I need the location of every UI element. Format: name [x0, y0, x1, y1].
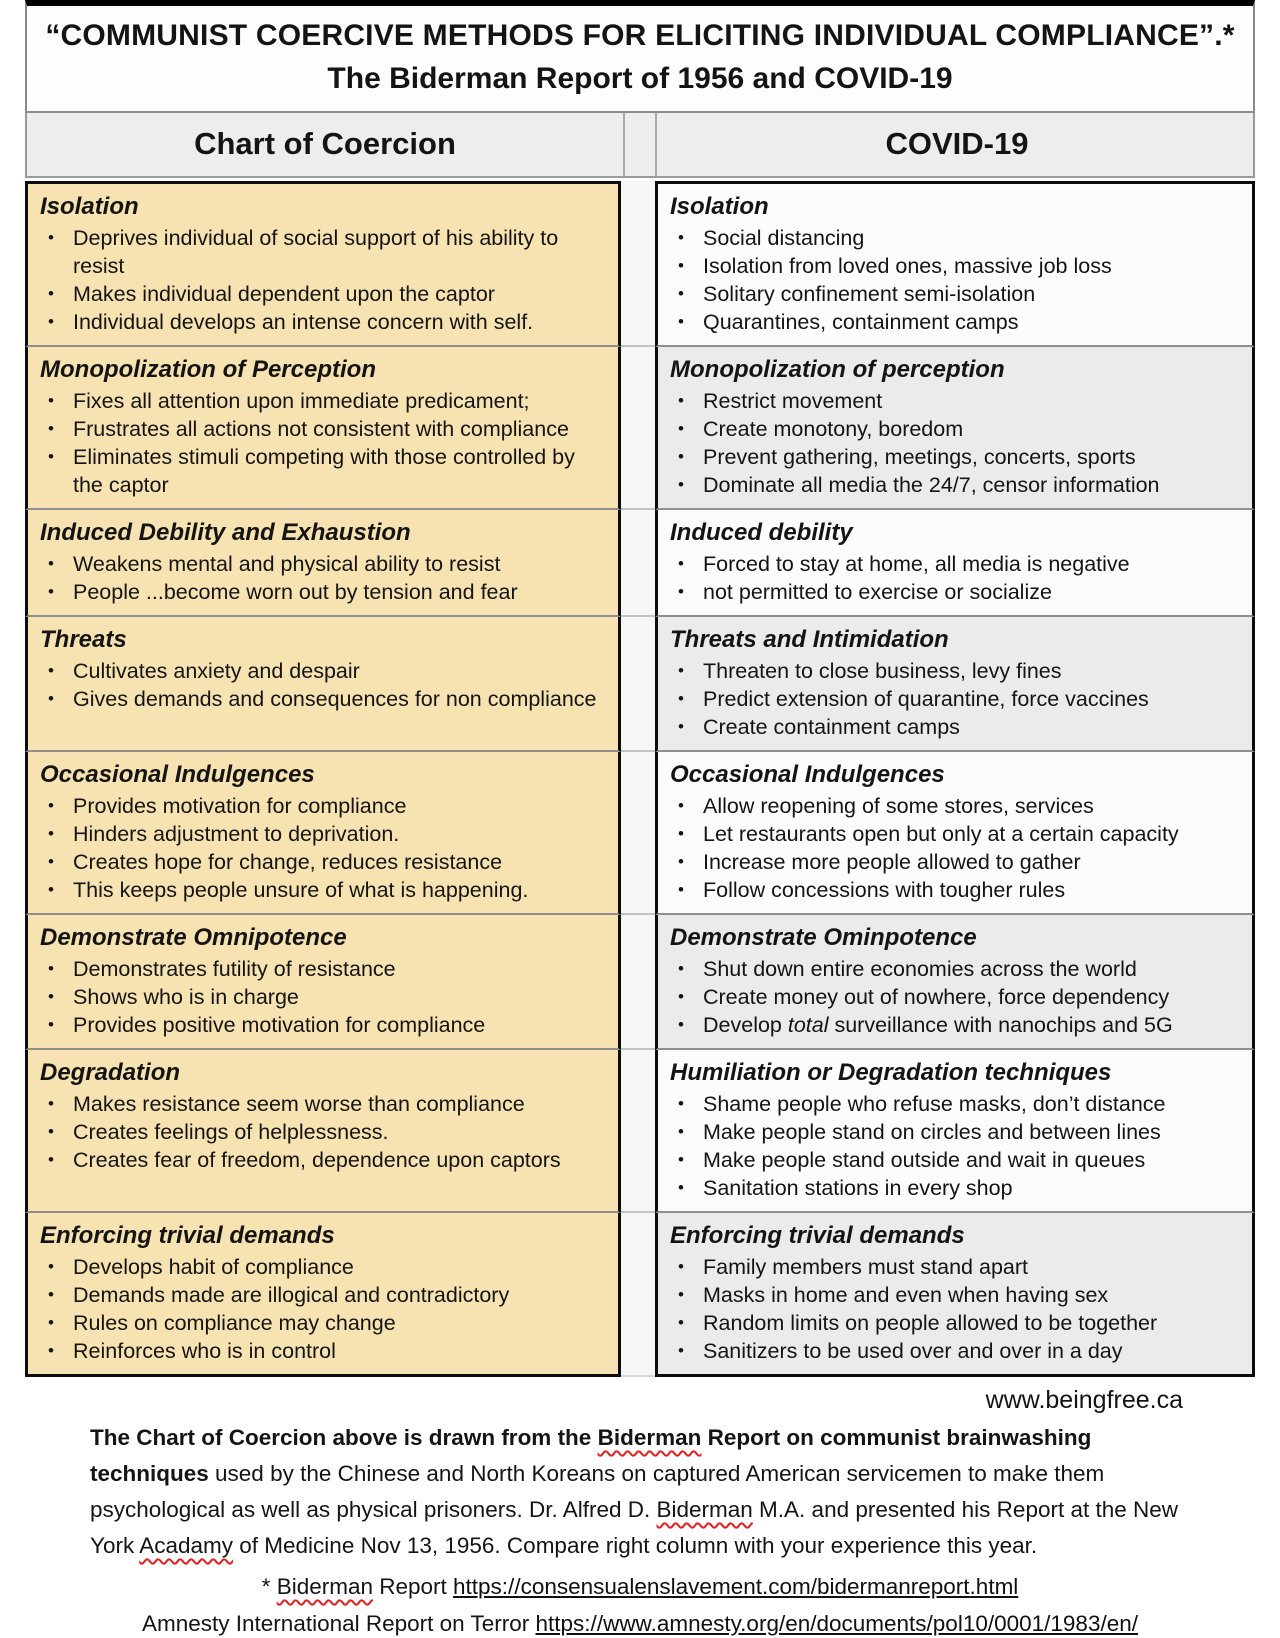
bullet-dot-icon: • — [678, 1150, 684, 1169]
bullet-item — [669, 1118, 1246, 1146]
coercion-bullet-list — [39, 792, 612, 904]
bullet-dot-icon: • — [48, 1015, 54, 1034]
document-title: “COMMUNIST COERCIVE METHODS FOR ELICITING INDIVIDUAL COMPLIANCE”.* — [45, 19, 1235, 52]
website-credit: www.beingfree.ca — [985, 1386, 1183, 1414]
bullet-item — [669, 955, 1246, 983]
bullet-text: Restrict movement — [703, 389, 883, 413]
bullet-item — [669, 685, 1246, 713]
coercion-bullet-list — [39, 224, 612, 336]
bullet-item — [39, 685, 612, 713]
bullet-text: Provides positive motivation for compliance — [73, 1013, 486, 1037]
bullet-item — [669, 983, 1246, 1011]
coercion-section-heading: Induced Debility and Exhaustion — [40, 519, 411, 546]
bullet-item — [39, 820, 612, 848]
bullet-item — [39, 983, 612, 1011]
bullet-dot-icon: • — [48, 447, 54, 466]
bullet-dot-icon: • — [48, 959, 54, 978]
covid-section-heading: Monopolization of perception — [670, 356, 1005, 383]
covid-bullet-list — [669, 792, 1246, 904]
covid-bullet-list — [669, 387, 1246, 499]
misspelled-word: Acadamy — [139, 1533, 234, 1558]
bullet-dot-icon: • — [48, 1094, 54, 1113]
bullet-item — [669, 820, 1246, 848]
bullet-dot-icon: • — [678, 661, 684, 680]
paragraph-text: Report on communist brainwashing techniques — [90, 1425, 1092, 1486]
bullet-item — [669, 387, 1246, 415]
covid-bullet-list — [669, 955, 1246, 1039]
bullet-dot-icon: • — [48, 1313, 54, 1332]
bullet-dot-icon: • — [678, 852, 684, 871]
column-gap — [621, 347, 655, 510]
bullet-dot-icon: • — [48, 228, 54, 247]
bullet-dot-icon: • — [678, 689, 684, 708]
bullet-item — [39, 1118, 612, 1146]
bullet-dot-icon: • — [678, 1285, 684, 1304]
covid-section — [655, 1213, 1255, 1377]
covid-bullet-list — [669, 1253, 1246, 1365]
bullet-item — [669, 308, 1246, 336]
footnotes — [25, 1573, 1255, 1638]
bullet-text: Shut down entire economies across the world — [703, 957, 1137, 981]
bullet-item — [39, 1253, 612, 1281]
bullet-item — [39, 876, 612, 904]
bullet-dot-icon: • — [678, 582, 684, 601]
bullet-text: Creates feelings of helplessness. — [73, 1120, 389, 1144]
bullet-item — [39, 1281, 612, 1309]
coercion-section-heading: Demonstrate Omnipotence — [40, 924, 347, 951]
bullet-text: Weakens mental and physical ability to resist — [73, 552, 501, 576]
covid-bullet-list — [669, 1090, 1246, 1202]
bullet-dot-icon: • — [678, 987, 684, 1006]
bullet-dot-icon: • — [678, 717, 684, 736]
bullet-item — [669, 713, 1246, 741]
covid-section-heading: Isolation — [670, 193, 769, 220]
bullet-dot-icon: • — [678, 880, 684, 899]
bullet-text: Sanitizers to be used over and over in a day — [703, 1339, 1123, 1363]
bullet-item — [669, 1011, 1246, 1039]
bullet-text: Follow concessions with tougher rules — [703, 878, 1066, 902]
coercion-section-heading: Occasional Indulgences — [40, 761, 315, 788]
bullet-text: Isolation from loved ones, massive job loss — [703, 254, 1112, 278]
coercion-section — [25, 752, 621, 915]
bullet-item — [669, 1090, 1246, 1118]
bullet-text: not permitted to exercise or socialize — [703, 580, 1052, 604]
bullet-dot-icon: • — [48, 796, 54, 815]
bullet-text: Individual develops an intense concern with self. — [73, 310, 534, 334]
bullet-dot-icon: • — [678, 1313, 684, 1332]
paragraph-text: The Chart of Coercion above is drawn from the — [90, 1425, 598, 1450]
left-column-header: Chart of Coercion — [194, 126, 456, 161]
bullet-item — [669, 280, 1246, 308]
bullet-text: Deprives individual of social support of his ability to resist — [73, 226, 559, 278]
bullet-dot-icon: • — [48, 312, 54, 331]
coercion-section — [25, 510, 621, 617]
bullet-dot-icon: • — [678, 419, 684, 438]
coercion-section-heading: Threats — [40, 626, 127, 653]
bullet-item — [39, 848, 612, 876]
header-gap-cell — [623, 113, 657, 176]
bullet-item — [669, 415, 1246, 443]
column-gap — [621, 1213, 655, 1377]
bullet-item — [669, 792, 1246, 820]
column-gap — [621, 181, 655, 347]
bullet-text: Shows who is in charge — [73, 985, 299, 1009]
coercion-section — [25, 347, 621, 510]
bullet-item — [39, 1309, 612, 1337]
bullet-text: Creates fear of freedom, dependence upon captors — [73, 1148, 561, 1172]
bullet-item — [669, 876, 1246, 904]
bullet-text: Family members must stand apart — [703, 1255, 1028, 1279]
bullet-dot-icon: • — [48, 824, 54, 843]
bullet-dot-icon: • — [678, 256, 684, 275]
bullet-text: Social distancing — [703, 226, 865, 250]
bullet-text: Demands made are illogical and contradictory — [73, 1283, 510, 1307]
bullet-text: Shame people who refuse masks, don’t distance — [703, 1092, 1166, 1116]
bullet-item — [669, 1309, 1246, 1337]
bullet-item — [669, 1337, 1246, 1365]
bullet-text: Masks in home and even when having sex — [703, 1283, 1109, 1307]
bullet-text: Quarantines, containment camps — [703, 310, 1019, 334]
bullet-text: Dominate all media the 24/7, censor information — [703, 473, 1160, 497]
bullet-text: This keeps people unsure of what is happening. — [73, 878, 529, 902]
column-gap — [621, 752, 655, 915]
bullet-item — [39, 1146, 612, 1174]
bullet-dot-icon: • — [48, 852, 54, 871]
covid-section — [655, 510, 1255, 617]
covid-section — [655, 752, 1255, 915]
bullet-item — [669, 471, 1246, 499]
bullet-dot-icon: • — [48, 554, 54, 573]
paragraph-text: of Medicine Nov 13, 1956. Compare right column with your experience this year. — [233, 1533, 1038, 1558]
covid-section — [655, 181, 1255, 347]
bullet-text: Frustrates all actions not consistent with compliance — [73, 417, 569, 441]
bullet-item — [39, 308, 612, 336]
bullet-dot-icon: • — [678, 447, 684, 466]
bullet-text: Predict extension of quarantine, force vaccines — [703, 687, 1149, 711]
bullet-item — [39, 1011, 612, 1039]
bullet-item — [39, 955, 612, 983]
bullet-text: Eliminates stimuli competing with those controlled by the captor — [73, 445, 575, 497]
bullet-text: Develop total surveillance with nanochips and 5G — [703, 1013, 1173, 1037]
covid-section-heading: Enforcing trivial demands — [670, 1222, 965, 1249]
misspelled-word: Biderman — [276, 1574, 373, 1599]
coercion-section-heading: Monopolization of Perception — [40, 356, 376, 383]
bullet-item — [39, 387, 612, 415]
misspelled-word: Biderman — [656, 1497, 753, 1522]
bullet-dot-icon: • — [678, 824, 684, 843]
coercion-section — [25, 181, 621, 347]
coercion-section — [25, 1050, 621, 1213]
footnote-biderman-report — [25, 1573, 1255, 1601]
bullet-item — [669, 657, 1246, 685]
bullet-item — [39, 443, 612, 499]
bullet-item — [39, 578, 612, 606]
amnesty-report-link[interactable]: https://www.amnesty.org/en/documents/pol10/0001/1983/en/ — [535, 1611, 1138, 1636]
bullet-item — [39, 550, 612, 578]
bullet-dot-icon: • — [48, 1341, 54, 1360]
bullet-dot-icon: • — [48, 689, 54, 708]
bullet-text: Gives demands and consequences for non compliance — [73, 687, 597, 711]
bullet-text: Rules on compliance may change — [73, 1311, 396, 1335]
bullet-dot-icon: • — [48, 1285, 54, 1304]
coercion-section-heading: Degradation — [40, 1059, 181, 1086]
coercion-section-heading: Enforcing trivial demands — [40, 1222, 335, 1249]
bullet-dot-icon: • — [678, 1122, 684, 1141]
bullet-text: Hinders adjustment to deprivation. — [73, 822, 400, 846]
bullet-text: People ...become worn out by tension and fear — [73, 580, 518, 604]
bullet-item — [39, 224, 612, 280]
bullet-item — [669, 1146, 1246, 1174]
column-gap — [621, 915, 655, 1050]
bullet-item — [669, 1253, 1246, 1281]
covid-section — [655, 1050, 1255, 1213]
comparison-table — [25, 181, 1255, 1377]
bullet-item — [39, 657, 612, 685]
covid-bullet-list — [669, 550, 1246, 606]
bullet-item — [39, 1337, 612, 1365]
bullet-text: Prevent gathering, meetings, concerts, sports — [703, 445, 1136, 469]
column-gap — [621, 1050, 655, 1213]
bullet-dot-icon: • — [48, 1150, 54, 1169]
bullet-dot-icon: • — [678, 391, 684, 410]
coercion-bullet-list — [39, 657, 612, 713]
column-gap — [621, 617, 655, 752]
bullet-text: Create monotony, boredom — [703, 417, 964, 441]
covid-bullet-list — [669, 224, 1246, 336]
bullet-dot-icon: • — [678, 1257, 684, 1276]
bullet-dot-icon: • — [678, 1015, 684, 1034]
covid-bullet-list — [669, 657, 1246, 741]
paragraph-text: used by the Chinese and North Koreans on captured American servicemen to make them psychological as well as physical prisoners. Dr. Alfred D. — [90, 1461, 1105, 1522]
bullet-text: Provides motivation for compliance — [73, 794, 407, 818]
bullet-dot-icon: • — [678, 228, 684, 247]
bullet-text: Create money out of nowhere, force dependency — [703, 985, 1170, 1009]
bullet-text: Makes individual dependent upon the captor — [73, 282, 495, 306]
bullet-item — [669, 224, 1246, 252]
bullet-text: Random limits on people allowed to be together — [703, 1311, 1158, 1335]
bullet-text: Cultivates anxiety and despair — [73, 659, 360, 683]
column-gap — [621, 510, 655, 617]
covid-section-heading: Humiliation or Degradation techniques — [670, 1059, 1112, 1086]
bullet-text: Allow reopening of some stores, services — [703, 794, 1094, 818]
footnote-label: Amnesty International Report on Terror — [142, 1611, 536, 1636]
bullet-dot-icon: • — [678, 312, 684, 331]
bullet-dot-icon: • — [678, 959, 684, 978]
coercion-bullet-list — [39, 955, 612, 1039]
footnote-label: * — [261, 1574, 277, 1599]
coercion-bullet-list — [39, 550, 612, 606]
bullet-dot-icon: • — [48, 880, 54, 899]
bullet-dot-icon: • — [678, 1341, 684, 1360]
bullet-item — [669, 848, 1246, 876]
bullet-text: Solitary confinement semi-isolation — [703, 282, 1036, 306]
bullet-item — [39, 792, 612, 820]
bullet-dot-icon: • — [48, 987, 54, 1006]
paragraph-text: M.A. and presented his Report at the New York — [90, 1497, 1179, 1558]
covid-section-heading: Induced debility — [670, 519, 853, 546]
coercion-bullet-list — [39, 387, 612, 499]
bullet-item — [39, 280, 612, 308]
misspelled-word: Biderman — [597, 1425, 702, 1450]
coercion-section — [25, 1213, 621, 1377]
bullet-dot-icon: • — [678, 796, 684, 815]
bullet-dot-icon: • — [678, 284, 684, 303]
bullet-text: Forced to stay at home, all media is negative — [703, 552, 1130, 576]
coercion-section — [25, 915, 621, 1050]
bullet-dot-icon: • — [678, 1178, 684, 1197]
coercion-section-heading: Isolation — [40, 193, 139, 220]
covid-section — [655, 347, 1255, 510]
bullet-dot-icon: • — [48, 1257, 54, 1276]
covid-section — [655, 915, 1255, 1050]
covid-section-heading: Demonstrate Ominpotence — [670, 924, 977, 951]
bullet-text: Reinforces who is in control — [73, 1339, 336, 1363]
bullet-dot-icon: • — [678, 554, 684, 573]
bullet-text: Makes resistance seem worse than compliance — [73, 1092, 525, 1116]
biderman-report-link[interactable]: https://consensualenslavement.com/bidermanreport.html — [453, 1574, 1019, 1599]
coercion-bullet-list — [39, 1090, 612, 1174]
bullet-dot-icon: • — [48, 391, 54, 410]
bullet-item — [669, 443, 1246, 471]
bullet-text: Let restaurants open but only at a certain capacity — [703, 822, 1179, 846]
footer-paragraph — [90, 1420, 1190, 1564]
bullet-dot-icon: • — [678, 475, 684, 494]
bullet-text: Develops habit of compliance — [73, 1255, 354, 1279]
biderman-chart-document — [25, 0, 1255, 1638]
bullet-item — [669, 1281, 1246, 1309]
bullet-dot-icon: • — [48, 582, 54, 601]
bullet-dot-icon: • — [48, 1122, 54, 1141]
bullet-item — [669, 1174, 1246, 1202]
bullet-text: Make people stand outside and wait in queues — [703, 1148, 1146, 1172]
bullet-dot-icon: • — [48, 419, 54, 438]
bullet-text: Increase more people allowed to gather — [703, 850, 1081, 874]
bullet-text: Creates hope for change, reduces resistance — [73, 850, 503, 874]
footnote-label: Report — [372, 1574, 454, 1599]
bullet-item — [669, 550, 1246, 578]
bullet-dot-icon: • — [48, 661, 54, 680]
covid-section — [655, 617, 1255, 752]
footnote-amnesty-report — [25, 1610, 1255, 1638]
bullet-item — [669, 252, 1246, 280]
coercion-bullet-list — [39, 1253, 612, 1365]
bullet-text: Fixes all attention upon immediate predicament; — [73, 389, 530, 413]
coercion-section — [25, 617, 621, 752]
document-subtitle: The Biderman Report of 1956 and COVID-19 — [327, 62, 953, 95]
covid-section-heading: Occasional Indulgences — [670, 761, 945, 788]
bullet-dot-icon: • — [48, 284, 54, 303]
bullet-text: Sanitation stations in every shop — [703, 1176, 1013, 1200]
title-box — [25, 0, 1255, 113]
bullet-dot-icon: • — [678, 1094, 684, 1113]
right-column-header: COVID-19 — [885, 126, 1029, 161]
bullet-item — [669, 578, 1246, 606]
bullet-text: Demonstrates futility of resistance — [73, 957, 396, 981]
bullet-text: Create containment camps — [703, 715, 960, 739]
bullet-item — [39, 415, 612, 443]
column-header-band — [25, 113, 1255, 178]
bullet-item — [39, 1090, 612, 1118]
bullet-text: Threaten to close business, levy fines — [703, 659, 1062, 683]
covid-section-heading: Threats and Intimidation — [670, 626, 949, 653]
bullet-text: Make people stand on circles and between lines — [703, 1120, 1161, 1144]
